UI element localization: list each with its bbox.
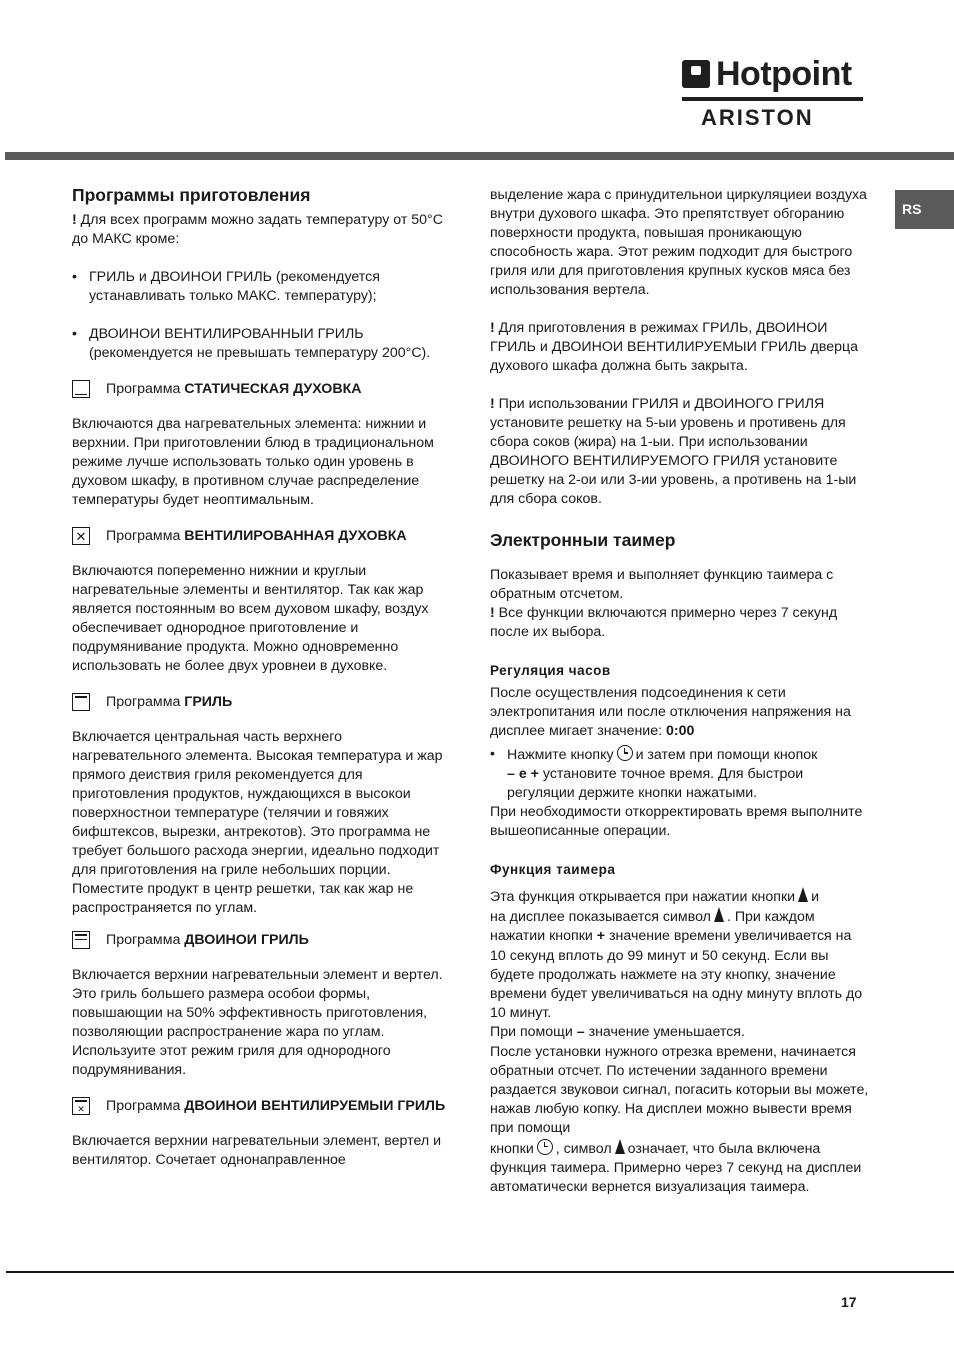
section-title-programs: Программы приготовления	[72, 185, 311, 205]
program-text-double-fan-grill: Включается верхнии нагревательныи элемент, вертел и вентилятор. Сочетает однонаправленное	[72, 1133, 442, 1168]
warning-mark: !	[490, 320, 499, 336]
program-text-fan: Включаются попеременно нижнии и круглыи нагревательные элементы и вентилятор. Так как жар является постоянным во всем духовом шкафу, воздух обеспечивает однородное приготовление и подрумянивание продукта. Можно одновременно использовать не более двух уровнеи в духовке.	[72, 563, 429, 674]
program-heading-double-fan-grill: ✕ Программа ДВОИНОИ ВЕНТИЛИРУЕМЫИ ГРИЛЬ	[72, 1094, 454, 1118]
header-bar	[5, 152, 954, 160]
note-door: ! Для приготовления в режимах ГРИЛЬ, ДВОИНОИ ГРИЛЬ и ДВОИНОИ ВЕНТИЛИРУЕМЫИ ГРИЛЬ дверца духового шкафа должна быть закрыта.	[490, 320, 859, 374]
program-heading-grill: Программа ГРИЛЬ	[72, 690, 454, 714]
clock-text-2: При необходимости откорректировать время выполните вышеописанные операции.	[490, 804, 863, 839]
list-item: • ГРИЛЬ и ДВОИНОИ ГРИЛЬ (рекомендуется устанавливать только МАКС. температуру);	[72, 269, 380, 304]
program-text-grill: Включается центральная часть верхнего нагревательного элемента. Высокая температура и жар прямого деиствия гриля рекомендуется для приготовления продуктов, нуждающихся в высокои поверхностнои температуре (телячии и говяжих бифштексов, вырезки, антрекотов). Это программа не требует большого расхода энергии, идеально подходит для приготовления на гриле небольших порции. Поместите продукт в центр решетки, так как жар не распространяется по углам.	[72, 729, 443, 916]
programs-intro: ! Для всех программ можно задать температуру от 50°С до МАКС кроме:	[72, 212, 443, 247]
bell-icon	[798, 887, 808, 902]
language-badge: RS	[895, 190, 954, 229]
list-item: • Нажмите кнопку и затем при помощи кнопок – е + установите точное время. Для быстрои регуляции держите кнопки нажатыми.	[490, 746, 818, 801]
subsection-timer-function: Функция таимера	[490, 862, 616, 877]
program-text-static: Включаются два нагревательных элемента: нижнии и верхнии. При приготовлении блюд в традициональном режиме лучше использовать только один уровень в духовом шкафу, в противном случае распределение температуры будет неоптимальным.	[72, 416, 434, 508]
brand-logo	[682, 55, 864, 135]
warning-mark: !	[72, 212, 81, 228]
clock-icon	[617, 745, 633, 761]
brand-sub: ARISTON	[701, 105, 814, 130]
bell-icon	[615, 1139, 625, 1154]
logo-rule	[682, 97, 863, 101]
warning-mark: !	[490, 605, 499, 621]
program-heading-double-grill: Программа ДВОИНОИ ГРИЛЬ	[72, 928, 454, 952]
right-column	[490, 186, 870, 1197]
bell-icon	[714, 907, 724, 922]
list-item: • ДВОИНОИ ВЕНТИЛИРОВАННЫИ ГРИЛЬ (рекомендуется не превышать температуру 200°С).	[72, 326, 431, 361]
fan-oven-icon: ✕	[72, 527, 90, 545]
program-text-double-grill: Включается верхнии нагревательныи элемент и вертел. Это гриль большего размера особои формы, повышающии на 50% эффективность приготовления, позволяющии распространение жара по углам. Используите этот режим гриля для однородного подрумянивания.	[72, 967, 443, 1078]
double-grill-icon	[72, 931, 90, 949]
double-fan-grill-icon: ✕	[72, 1097, 90, 1115]
hotpoint-logo-icon	[682, 60, 710, 88]
section-title-timer: Электронныи таимер	[490, 530, 676, 550]
timer-intro: Показывает время и выполняет функцию таимера с обратным отсчетом.	[490, 567, 834, 602]
clock-icon	[537, 1139, 553, 1155]
page-number: 17	[841, 1294, 857, 1310]
left-column	[72, 183, 454, 1170]
warning-mark: !	[490, 396, 499, 412]
clock-text: После осуществления подсоединения к сети электропитания или после отключения напряжения на дисплее мигает значение: 0:00	[490, 685, 851, 739]
static-oven-icon	[72, 380, 90, 398]
note-shelf: ! При использовании ГРИЛЯ и ДВОИНОГО ГРИЛЯ установите решетку на 5-ыи уровень и противень для сбора соков (жира) на 1-ыи. При использовании ДВОИНОГО ВЕНТИЛИРУЕМОГО ГРИЛЯ установите решетку на 2-ои или 3-ии уровень, а противень на 1-ыи для сбора соков.	[490, 396, 857, 507]
grill-icon	[72, 693, 90, 711]
continued-text: выделение жара с принудительнои циркуляциеи воздуха внутри духового шкафа. Это препятствует обгоранию поверхности продукта, повышая проникающую способность жара. Этот режим подходит для быстрого гриля или для приготовления крупных кусков мяса без использования вертела.	[490, 187, 867, 298]
timer-function-text: Эта функция открывается при нажатии кнопки и на дисплее показывается символ . При каждом нажатии кнопки + значение времени увеличивается на 10 секунд вплоть до 99 минут и 50 секунд. Если вы будете продолжать нажмете на эту кнопку, значение времени будет увеличиваться на одну минуту вплоть до 10 минут. При помощи – значение уменьшается. После установки нужного отрезка времени, начинается обратныи отсчет. По истечении заданного времени раздается звуковои сигнал, погасить которыи вы можете, нажав любую копку. На дисплеи можно вывести время при помощи кнопки , символ означает, что была включена функция таимера. Примерно через 7 секунд на дисплеи автоматически вернется визуализация таимера.	[490, 889, 869, 1196]
subsection-clock: Регуляция часов	[490, 663, 611, 678]
program-heading-fan: ✕ Программа ВЕНТИЛИРОВАННАЯ ДУХОВКА	[72, 524, 454, 548]
program-heading-static: Программа СТАТИЧЕСКАЯ ДУХОВКА	[72, 377, 454, 401]
minus-plus-keys: – е +	[507, 766, 539, 782]
timer-note: ! Все функции включаются примерно через 7 секунд после их выбора.	[490, 605, 838, 640]
brand-name: Hotpoint	[716, 55, 852, 93]
footer-rule	[6, 1271, 954, 1273]
